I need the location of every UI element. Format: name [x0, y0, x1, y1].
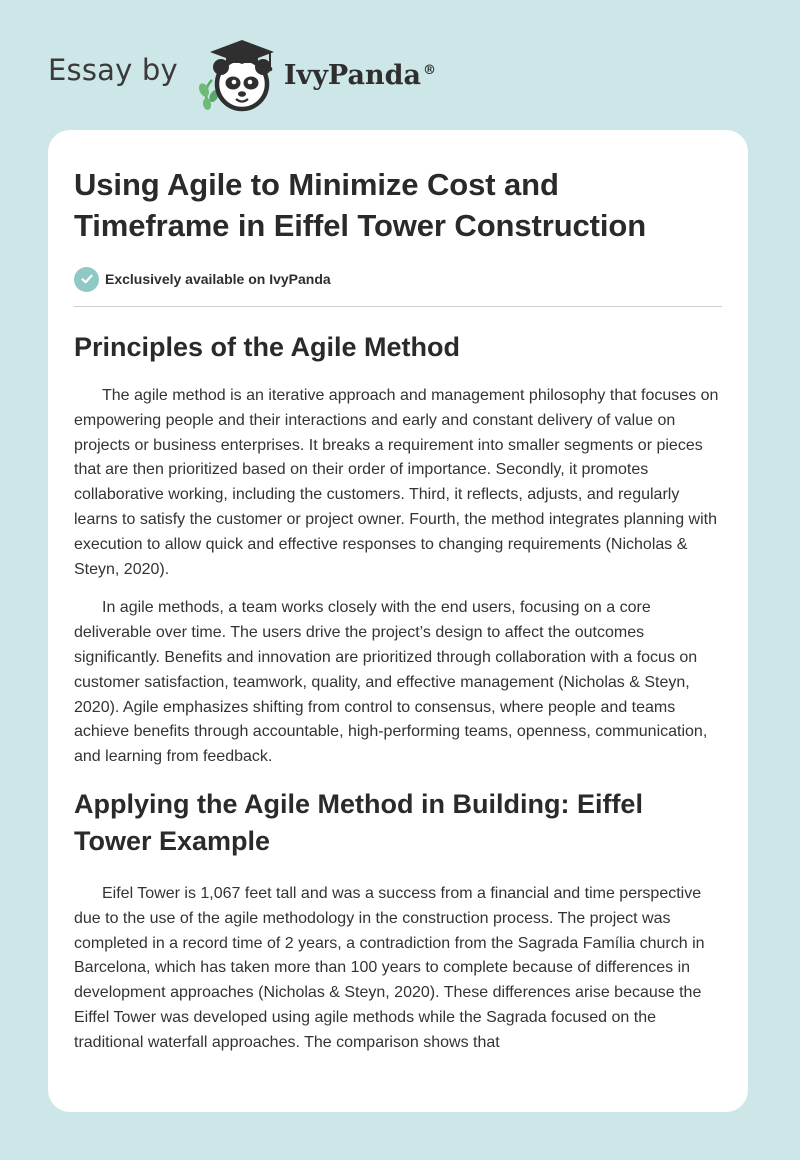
exclusive-badge [74, 266, 722, 292]
paragraph: In agile methods, a team works closely with the end users, focusing on a core deliverable over time. The users drive the project’s design to affect the outcomes significantly. Benefits and innovation are prioritized through collaboration with a focus on customer satisfaction, teamwork, quality, and effective management (Nicholas & Steyn, 2020). Agile emphasizes shifting from control to consensus, where people and teams achieve benefits through accountable, high-performing teams, openness, communication, and learning from feedback. [74, 599, 708, 766]
panda-graduation-cap-icon[interactable] [192, 34, 278, 114]
check-icon [74, 267, 99, 292]
essay-title: Using Agile to Minimize Cost and Timeframe in Eiffel Tower Construction [74, 167, 647, 243]
essay-card [48, 130, 748, 1112]
site-header [48, 34, 436, 114]
essay-by-label: Essay by [48, 53, 178, 87]
paragraph: The agile method is an iterative approach and management philosophy that focuses on empowering people and their interactions and early and constant delivery of value on projects or business enterprises. It breaks a requirement into smaller segments or pieces that are then prioritized based on their order of importance. Secondly, it promotes collaborative working, including the customers. Third, it reflects, adjusts, and regularly learns to satisfy the customer or project owner. Fourth, the method integrates planning with execution to allow quick and effective responses to changing requirements (Nicholas & Steyn, 2020). [74, 387, 719, 578]
section-heading: Applying the Agile Method in Building: Eiffel Tower Example [74, 788, 643, 856]
exclusive-label: Exclusively available on IvyPanda [105, 271, 331, 287]
brand-name: IvyPanda [283, 59, 421, 91]
section-heading: Principles of the Agile Method [74, 332, 461, 362]
divider [74, 306, 722, 307]
paragraph: Eifel Tower is 1,067 feet tall and was a success from a financial and time perspective due to the use of the agile methodology in the construction process. The project was completed in a record time of 2 years, a contradiction from the Sagrada Família church in Barcelona, which has taken more than 100 years to complete because of differences in development approaches (Nicholas & Steyn, 2020). These differences arise because the Eiffel Tower was developed using agile methods while the Sagrada focused on the traditional waterfall approaches. The comparison shows that [74, 884, 705, 1051]
ivypanda-brand[interactable] [284, 60, 436, 91]
registered-mark: ® [422, 62, 436, 78]
